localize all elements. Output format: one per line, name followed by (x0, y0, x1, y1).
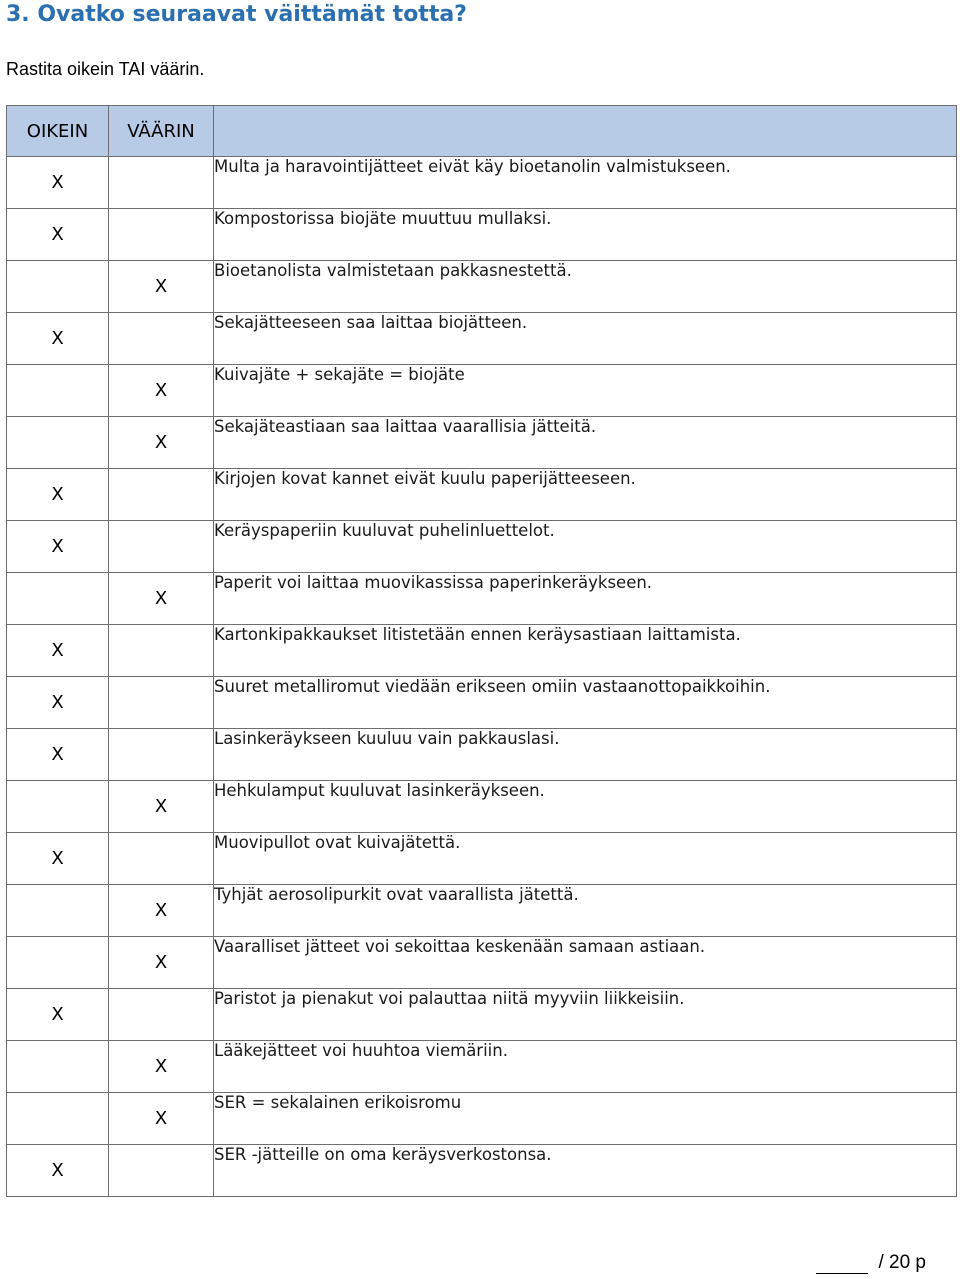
vaarin-checkbox-cell[interactable] (109, 157, 214, 209)
vaarin-checkbox-cell[interactable]: X (109, 885, 214, 937)
statement-text: Kompostorissa biojäte muuttuu mullaksi. (214, 209, 957, 261)
table-row (7, 677, 957, 729)
table-row (7, 1093, 957, 1145)
oikein-checkbox-cell[interactable] (7, 1093, 109, 1145)
statement-text: Multa ja haravointijätteet eivät käy bioetanolin valmistukseen. (214, 157, 957, 209)
table-row (7, 937, 957, 989)
oikein-checkbox-cell[interactable] (7, 573, 109, 625)
oikein-checkbox-cell[interactable] (7, 885, 109, 937)
vaarin-checkbox-cell[interactable] (109, 729, 214, 781)
header-statement (214, 106, 957, 157)
oikein-checkbox-cell[interactable]: X (7, 209, 109, 261)
score-total: / 20 p (878, 1252, 926, 1273)
vaarin-checkbox-cell[interactable] (109, 625, 214, 677)
vaarin-checkbox-cell[interactable] (109, 469, 214, 521)
table-row (7, 989, 957, 1041)
statement-text: Tyhjät aerosolipurkit ovat vaarallista jätettä. (214, 885, 957, 937)
oikein-checkbox-cell[interactable]: X (7, 989, 109, 1041)
statement-text: SER -jätteille on oma keräysverkostonsa. (214, 1145, 957, 1197)
score-line (816, 1252, 926, 1274)
statement-text: Sekajäteastiaan saa laittaa vaarallisia jätteitä. (214, 417, 957, 469)
table-row (7, 625, 957, 677)
oikein-checkbox-cell[interactable] (7, 261, 109, 313)
table-row (7, 157, 957, 209)
table-row (7, 261, 957, 313)
table-row (7, 885, 957, 937)
oikein-checkbox-cell[interactable] (7, 1041, 109, 1093)
oikein-checkbox-cell[interactable]: X (7, 313, 109, 365)
statement-text: Kartonkipakkaukset litistetään ennen keräysastiaan laittamista. (214, 625, 957, 677)
vaarin-checkbox-cell[interactable] (109, 521, 214, 573)
vaarin-checkbox-cell[interactable]: X (109, 1041, 214, 1093)
table-row (7, 209, 957, 261)
vaarin-checkbox-cell[interactable]: X (109, 937, 214, 989)
table-row (7, 417, 957, 469)
table-row (7, 833, 957, 885)
oikein-checkbox-cell[interactable]: X (7, 625, 109, 677)
statement-text: Lääkejätteet voi huuhtoa viemäriin. (214, 1041, 957, 1093)
oikein-checkbox-cell[interactable]: X (7, 677, 109, 729)
vaarin-checkbox-cell[interactable] (109, 1145, 214, 1197)
vaarin-checkbox-cell[interactable] (109, 833, 214, 885)
vaarin-checkbox-cell[interactable] (109, 313, 214, 365)
header-oikein: OIKEIN (7, 106, 109, 157)
oikein-checkbox-cell[interactable] (7, 417, 109, 469)
header-vaarin: VÄÄRIN (109, 106, 214, 157)
vaarin-checkbox-cell[interactable]: X (109, 365, 214, 417)
oikein-checkbox-cell[interactable]: X (7, 729, 109, 781)
table-row (7, 1041, 957, 1093)
table-row (7, 729, 957, 781)
vaarin-checkbox-cell[interactable] (109, 989, 214, 1041)
oikein-checkbox-cell[interactable] (7, 781, 109, 833)
statement-text: SER = sekalainen erikoisromu (214, 1093, 957, 1145)
oikein-checkbox-cell[interactable]: X (7, 521, 109, 573)
statement-text: Paperit voi laittaa muovikassissa paperinkeräykseen. (214, 573, 957, 625)
statement-text: Lasinkeräykseen kuuluu vain pakkauslasi. (214, 729, 957, 781)
oikein-checkbox-cell[interactable]: X (7, 833, 109, 885)
oikein-checkbox-cell[interactable] (7, 365, 109, 417)
exercise-heading: 3. Ovatko seuraavat väittämät totta? (6, 2, 467, 27)
statement-text: Vaaralliset jätteet voi sekoittaa keskenään samaan astiaan. (214, 937, 957, 989)
vaarin-checkbox-cell[interactable]: X (109, 781, 214, 833)
true-false-table (6, 105, 957, 1197)
vaarin-checkbox-cell[interactable]: X (109, 417, 214, 469)
statement-text: Kirjojen kovat kannet eivät kuulu paperijätteeseen. (214, 469, 957, 521)
table-row (7, 573, 957, 625)
statement-text: Suuret metalliromut viedään erikseen omiin vastaanottopaikkoihin. (214, 677, 957, 729)
table-row (7, 521, 957, 573)
table-row (7, 781, 957, 833)
vaarin-checkbox-cell[interactable]: X (109, 1093, 214, 1145)
table-header-row (7, 106, 957, 157)
vaarin-checkbox-cell[interactable] (109, 209, 214, 261)
table-row (7, 365, 957, 417)
oikein-checkbox-cell[interactable]: X (7, 157, 109, 209)
statement-text: Sekajätteeseen saa laittaa biojätteen. (214, 313, 957, 365)
statement-text: Paristot ja pienakut voi palauttaa niitä myyviin liikkeisiin. (214, 989, 957, 1041)
oikein-checkbox-cell[interactable]: X (7, 1145, 109, 1197)
oikein-checkbox-cell[interactable]: X (7, 469, 109, 521)
instruction-text: Rastita oikein TAI väärin. (6, 59, 205, 79)
vaarin-checkbox-cell[interactable] (109, 677, 214, 729)
statement-text: Keräyspaperiin kuuluvat puhelinluettelot. (214, 521, 957, 573)
oikein-checkbox-cell[interactable] (7, 937, 109, 989)
table-row (7, 313, 957, 365)
table-row (7, 469, 957, 521)
statement-text: Bioetanolista valmistetaan pakkasnestettä. (214, 261, 957, 313)
vaarin-checkbox-cell[interactable]: X (109, 573, 214, 625)
statement-text: Muovipullot ovat kuivajätettä. (214, 833, 957, 885)
statement-text: Kuivajäte + sekajäte = biojäte (214, 365, 957, 417)
table-row (7, 1145, 957, 1197)
vaarin-checkbox-cell[interactable]: X (109, 261, 214, 313)
statement-text: Hehkulamput kuuluvat lasinkeräykseen. (214, 781, 957, 833)
score-blank[interactable] (816, 1255, 868, 1274)
